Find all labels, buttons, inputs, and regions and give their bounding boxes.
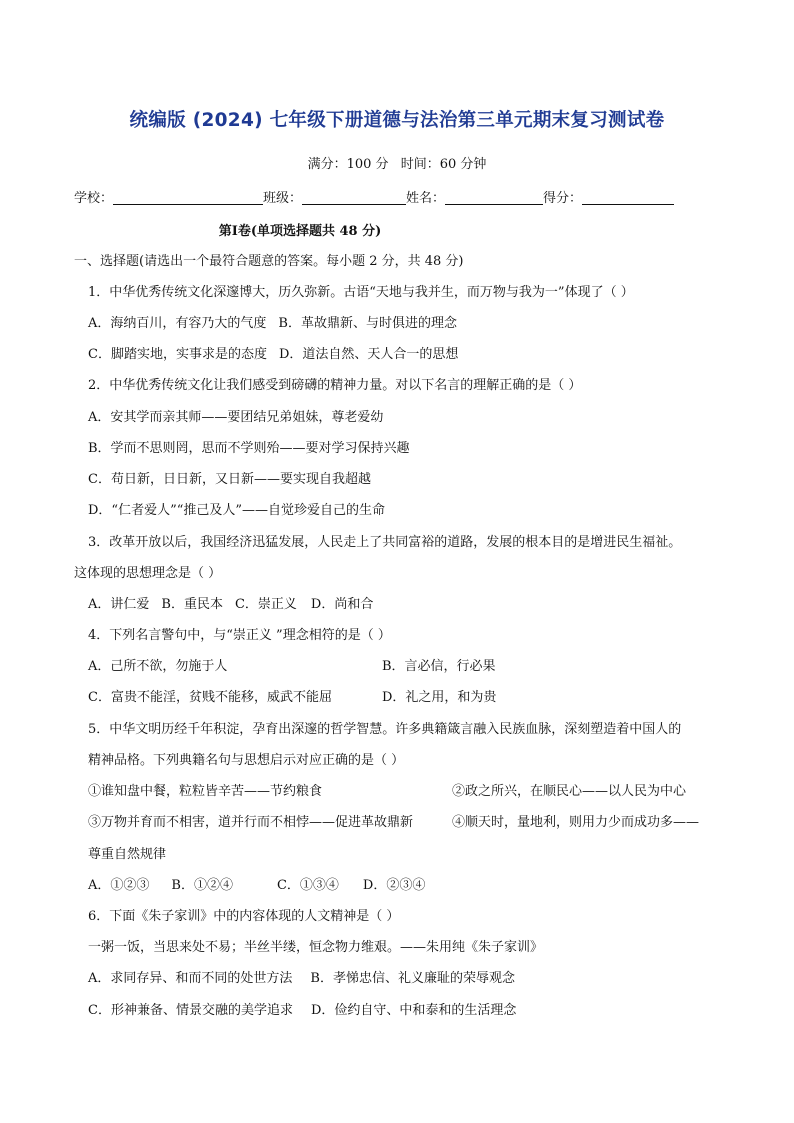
q3-option-a: A．讲仁爱 xyxy=(88,597,150,612)
q2-stem: 2．中华优秀传统文化让我们感受到磅礴的精神力量。对以下名言的理解正确的是（ ） xyxy=(88,378,582,393)
q5-item-1: ①谁知盘中餐，粒粒皆辛苦——节约粮食 xyxy=(88,784,323,799)
q6-option-d: D．俭约自守、中和泰和的生活理念 xyxy=(310,1003,517,1018)
q3-options xyxy=(88,596,373,614)
exam-meta xyxy=(0,153,794,172)
q1-stem: 1．中华优秀传统文化深邃博大，历久弥新。古语“天地与我并生，而万物与我为一”体现了（ ） xyxy=(88,285,634,300)
q5-item-4-cont: 尊重自然规律 xyxy=(88,847,167,862)
q2-option-a: A．安其学而亲其师——要团结兄弟姐妹，尊老爱幼 xyxy=(88,410,384,425)
q3-option-c: C．崇正义 xyxy=(234,597,297,612)
q5-option-b: B．①②④ xyxy=(171,878,233,893)
score-label: 得分： xyxy=(543,191,583,206)
section-heading: 第Ⅰ卷(单项选择题共 48 分) xyxy=(218,224,382,239)
q1-option-a: A．海纳百川，有容乃大的气度 xyxy=(88,316,267,331)
q5-stem-line2: 精神品格。下列典籍名句与思想启示对应正确的是（ ） xyxy=(88,753,405,768)
score-blank[interactable] xyxy=(582,190,674,205)
q5-item-2: ②政之所兴，在顺民心——以人民为中心 xyxy=(452,784,687,799)
student-info-line xyxy=(74,187,674,206)
q3-option-d: D．尚和合 xyxy=(310,597,374,612)
q4-option-d: D．礼之用，和为贵 xyxy=(382,690,497,705)
q5-option-d: D．②③④ xyxy=(362,878,426,893)
school-label: 学校： xyxy=(74,191,114,206)
q4-option-b: B．言必信，行必果 xyxy=(382,659,496,674)
q6-option-a: A．求同存异、和而不同的处世方法 xyxy=(88,971,293,986)
class-blank[interactable] xyxy=(302,190,406,205)
q1-options-2 xyxy=(88,346,458,364)
q3-stem-line1: 3．改革开放以后，我国经济迅猛发展，人民走上了共同富裕的道路，发展的根本目的是增进民生福祉。 xyxy=(88,535,682,550)
class-label: 班级： xyxy=(263,191,303,206)
name-label: 姓名： xyxy=(406,191,446,206)
q3-stem-line2: 这体现的思想理念是（ ） xyxy=(74,566,222,581)
q3-option-b: B．重民本 xyxy=(161,597,223,612)
q5-stem-line1: 5．中华文明历经千年积淀，孕育出深邃的哲学智慧。许多典籍箴言融入民族血脉，深刻塑造着中国人的 xyxy=(88,722,682,737)
q5-option-c: C．①③④ xyxy=(276,878,339,893)
exam-time: 时间：60 分钟 xyxy=(400,157,487,172)
q5-item-4: ④顺天时，量地利，则用力少而成功多—— xyxy=(452,815,700,830)
q4-option-a: A．己所不欲，勿施于人 xyxy=(88,659,228,674)
q2-option-b: B．学而不思则罔，思而不学则殆——要对学习保持兴趣 xyxy=(88,441,410,456)
q5-item-3: ③万物并育而不相害，道并行而不相悖——促进革故鼎新 xyxy=(88,815,414,830)
q6-options-2 xyxy=(88,1002,516,1020)
q4-stem: 4．下列名言警句中，与“崇正义 ”理念相符的是（ ） xyxy=(88,628,391,643)
q6-options xyxy=(88,970,515,988)
q6-quote: 一粥一饭，当思来处不易；半丝半缕，恒念物力维艰。——朱用纯《朱子家训》 xyxy=(88,940,544,955)
q2-option-d: D．“仁者爱人”“推己及人”——自觉珍爱自己的生命 xyxy=(88,503,386,518)
full-score: 满分：100 分 xyxy=(307,157,389,172)
q6-option-b: B．孝悌忠信、礼义廉耻的荣辱观念 xyxy=(310,971,515,986)
part-heading: 一、选择题(请选出一个最符合题意的答案。每小题 2 分，共 48 分) xyxy=(74,254,464,269)
q6-stem: 6．下面《朱子家训》中的内容体现的人文精神是（ ） xyxy=(88,909,400,924)
q1-option-d: D．道法自然、天人合一的思想 xyxy=(278,347,459,362)
exam-title: 统编版 (2024) 七年级下册道德与法治第三单元期末复习测试卷 xyxy=(129,110,665,131)
q5-options xyxy=(88,877,425,895)
name-blank[interactable] xyxy=(445,190,543,205)
q2-option-c: C．苟日新，日日新，又日新——要实现自我超越 xyxy=(88,472,371,487)
q1-options xyxy=(88,315,457,333)
q1-option-c: C．脚踏实地，实事求是的态度 xyxy=(88,347,267,362)
q1-option-b: B．革故鼎新、与时俱进的理念 xyxy=(278,316,457,331)
school-blank[interactable] xyxy=(113,190,263,205)
q4-option-c: C．富贵不能淫，贫贱不能移，威武不能屈 xyxy=(88,690,332,705)
q6-option-c: C．形神兼备、情景交融的美学追求 xyxy=(88,1003,293,1018)
q5-option-a: A．①②③ xyxy=(88,878,150,893)
